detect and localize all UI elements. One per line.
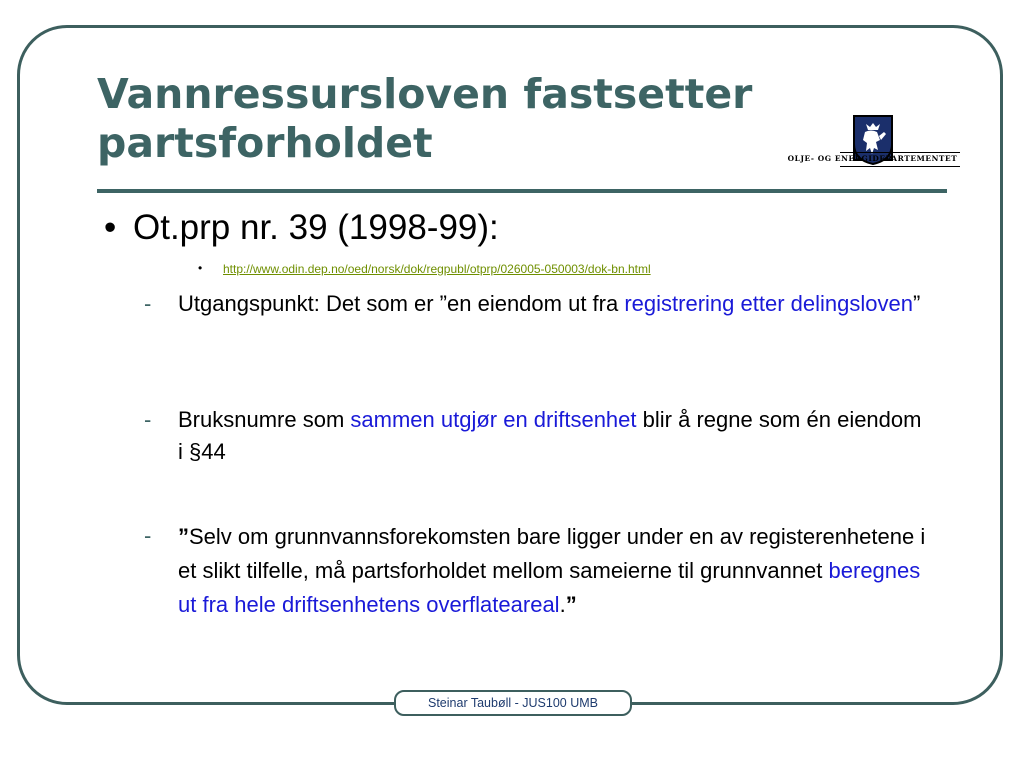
item1-highlight: registrering etter delingsloven xyxy=(624,291,913,316)
item3-quote-close: ” xyxy=(565,592,577,617)
item2-text-end: blir å regne som én eiendom i §44 xyxy=(178,407,922,464)
slide-title-line2: partsforholdet xyxy=(97,119,433,167)
dash-marker: - xyxy=(144,291,152,316)
item2-highlight: sammen utgjør en driftsenhet xyxy=(350,407,637,432)
item2-text: Bruksnumre som xyxy=(178,407,351,432)
logo-text: OLJE- OG ENERGIDEPARTEMENTET xyxy=(787,154,958,163)
item3-text: Selv om grunnvannsforekomsten bare ligger under en av registerenhetene i et slikt tilfelle, må partsforholdet mellom sameierne til grunnvannet xyxy=(178,524,926,583)
logo-rule-top xyxy=(840,152,960,153)
link-bullet-marker: • xyxy=(198,261,203,275)
list-item-text xyxy=(178,404,928,468)
source-link[interactable]: http://www.odin.dep.no/oed/norsk/dok/regpubl/otprp/026005-050003/dok-bn.html xyxy=(223,262,651,276)
list-item-text xyxy=(178,520,928,622)
list-item-text xyxy=(178,288,928,320)
dash-marker: - xyxy=(144,407,152,432)
slide-title xyxy=(97,70,837,168)
title-divider xyxy=(97,189,947,193)
item1-text-end: ” xyxy=(912,291,921,316)
bullet-marker: • xyxy=(104,208,117,247)
ministry-logo xyxy=(780,114,965,174)
item1-text: Utgangspunkt: Det som er ”en eiendom ut fra xyxy=(178,291,625,316)
item3-text-end: . xyxy=(559,592,566,617)
slide-title-line1: Vannressursloven fastsetter xyxy=(97,70,753,118)
item3-highlight: beregnes ut fra hele driftsenhetens overflateareal xyxy=(178,558,921,617)
item3-quote-open: ” xyxy=(178,524,189,549)
logo-rule-bottom xyxy=(840,166,960,167)
dash-marker: - xyxy=(144,523,152,548)
footer-author: Steinar Taubøll - JUS100 UMB xyxy=(394,690,632,716)
main-bullet-text: Ot.prp nr. 39 (1998-99): xyxy=(133,208,499,247)
